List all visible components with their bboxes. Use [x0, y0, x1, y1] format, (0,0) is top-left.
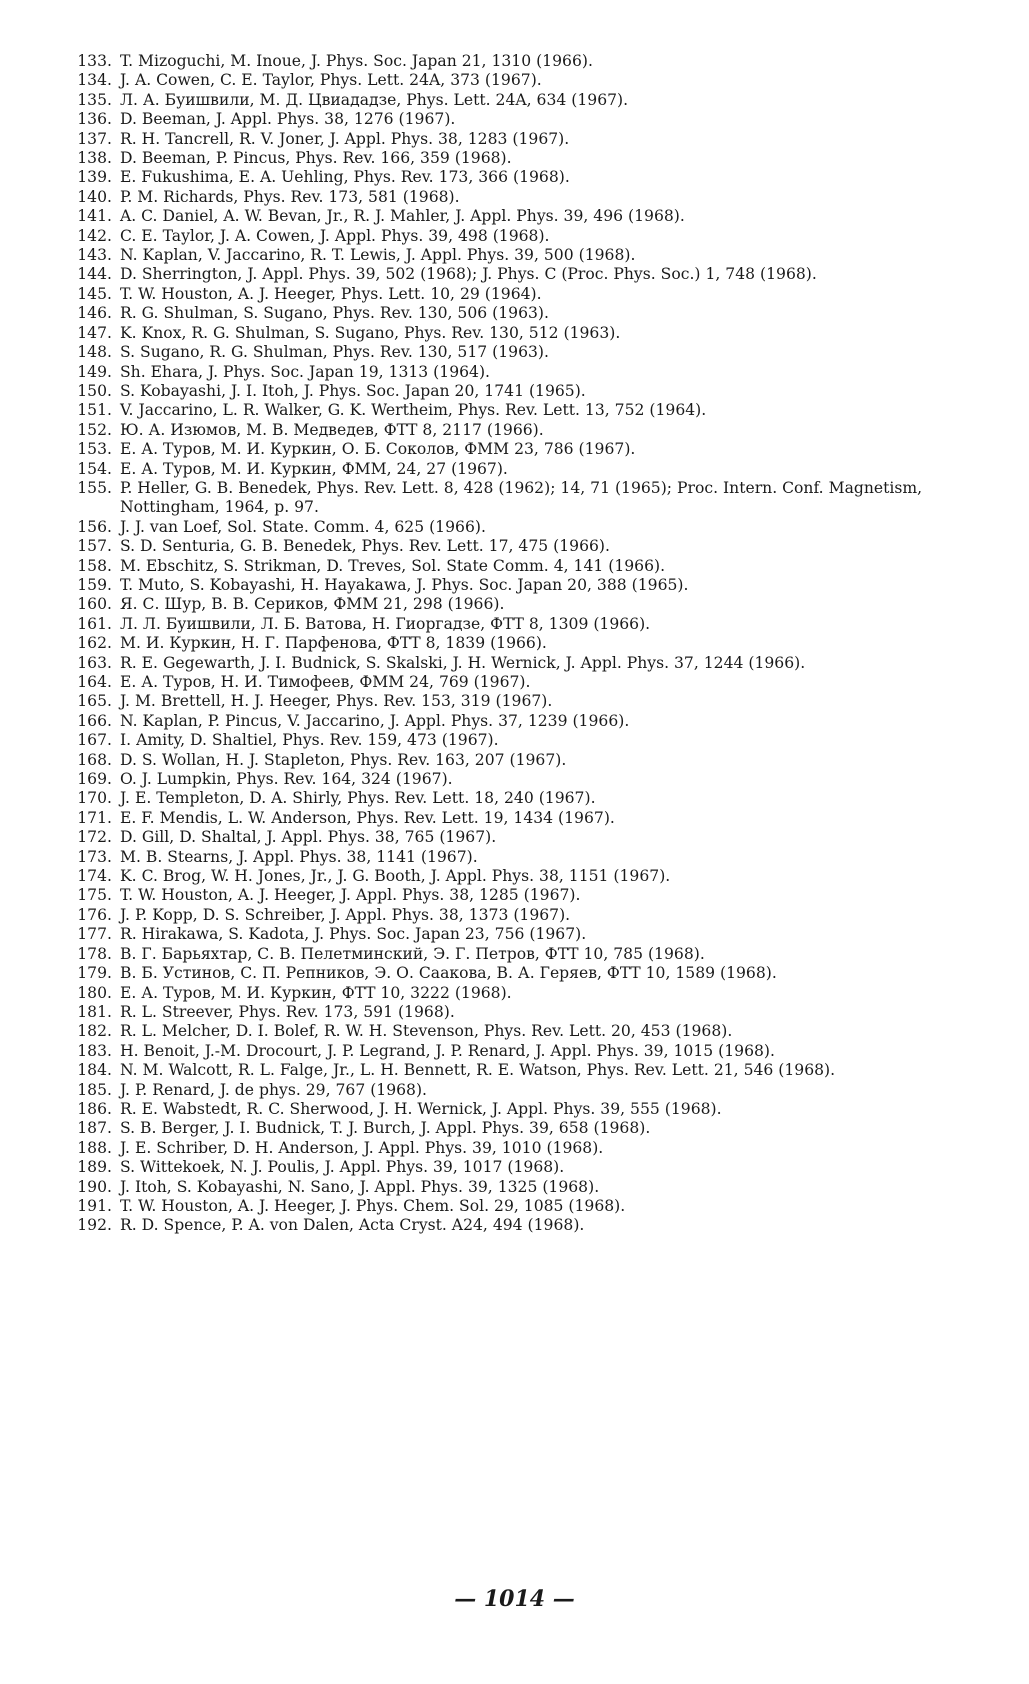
reference-entry — [60, 984, 969, 1003]
reference-number: 133. — [77, 52, 112, 70]
reference-text: M. B. Stearns, J. Appl. Phys. 38, 1141 (1967). — [120, 847, 478, 866]
reference-entry — [60, 479, 969, 518]
reference-entry — [60, 401, 969, 420]
reference-text: C. E. Taylor, J. A. Cowen, J. Appl. Phys. 39, 498 (1968). — [120, 226, 550, 245]
reference-number: 136. — [77, 110, 112, 129]
reference-entry — [60, 964, 969, 983]
reference-entry — [60, 207, 969, 226]
reference-number: 182. — [77, 1022, 112, 1041]
reference-text: O. J. Lumpkin, Phys. Rev. 164, 324 (1967). — [120, 770, 453, 789]
reference-entry — [60, 537, 969, 556]
reference-number: 178. — [77, 944, 112, 963]
reference-entry — [60, 1081, 969, 1100]
reference-number: 144. — [77, 265, 112, 284]
reference-number: 149. — [77, 362, 112, 381]
reference-entry — [60, 188, 969, 207]
reference-text: P. Heller, G. B. Benedek, Phys. Rev. Lett. 8, 428 (1962); 14, 71 (1965); Proc. Intern. Conf. Magnetism, Nottingham, 1964, p. 97. — [120, 478, 923, 517]
reference-text: Е. А. Туров, М. И. Куркин, О. Б. Соколов, ФММ 23, 786 (1967). — [120, 440, 636, 459]
reference-text: S. Kobayashi, J. I. Itoh, J. Phys. Soc. Japan 20, 1741 (1965). — [120, 381, 586, 400]
reference-number: 139. — [77, 168, 112, 187]
reference-number: 148. — [77, 343, 112, 362]
reference-entry — [60, 168, 969, 187]
reference-entry — [60, 692, 969, 711]
reference-number: 168. — [77, 750, 112, 769]
reference-number: 177. — [77, 925, 112, 944]
reference-text: D. Beeman, P. Pincus, Phys. Rev. 166, 359 (1968). — [120, 149, 512, 168]
reference-text: D. S. Wollan, H. J. Stapleton, Phys. Rev. 163, 207 (1967). — [120, 750, 567, 769]
reference-entry — [60, 654, 969, 673]
reference-entry — [60, 1100, 969, 1119]
reference-text: N. Kaplan, P. Pincus, V. Jaccarino, J. Appl. Phys. 37, 1239 (1966). — [120, 711, 630, 730]
reference-text: S. B. Berger, J. I. Budnick, T. J. Burch, J. Appl. Phys. 39, 658 (1968). — [120, 1119, 651, 1138]
reference-entry — [60, 110, 969, 129]
reference-number: 167. — [77, 731, 112, 750]
reference-number: 164. — [77, 673, 112, 691]
reference-number: 186. — [77, 1099, 112, 1118]
reference-entry — [60, 1022, 969, 1041]
reference-entry — [60, 52, 969, 71]
page-number: — 1014 — — [454, 1586, 575, 1612]
reference-number: 161. — [77, 614, 112, 633]
reference-text: J. Itoh, S. Kobayashi, N. Sano, J. Appl. Phys. 39, 1325 (1968). — [120, 1177, 600, 1196]
reference-text: H. Benoit, J.-M. Drocourt, J. P. Legrand, J. P. Renard, J. Appl. Phys. 39, 1015 (1968). — [120, 1041, 775, 1060]
reference-entry — [60, 1119, 969, 1138]
reference-number: 141. — [77, 207, 112, 226]
reference-number: 159. — [77, 575, 112, 594]
reference-text: Е. А. Туров, М. И. Куркин, ФММ, 24, 27 (1967). — [120, 459, 508, 478]
reference-text: В. Б. Устинов, С. П. Репников, Э. О. Саакова, В. А. Геряев, ФТТ 10, 1589 (1968). — [120, 964, 777, 983]
reference-entry — [60, 576, 969, 595]
reference-text: T. W. Houston, A. J. Heeger, J. Phys. Chem. Sol. 29, 1085 (1968). — [120, 1196, 626, 1215]
reference-number: 143. — [77, 246, 112, 265]
reference-number: 189. — [77, 1158, 112, 1177]
reference-text: R. L. Streever, Phys. Rev. 173, 591 (1968). — [120, 1002, 455, 1021]
reference-text: A. C. Daniel, A. W. Bevan, Jr., R. J. Mahler, J. Appl. Phys. 39, 496 (1968). — [120, 207, 685, 226]
reference-number: 188. — [77, 1138, 112, 1157]
reference-text: S. D. Senturia, G. B. Benedek, Phys. Rev. Lett. 17, 475 (1966). — [120, 537, 610, 556]
reference-entry — [60, 615, 969, 634]
reference-text: Е. А. Туров, Н. И. Тимофеев, ФММ 24, 769 (1967). — [120, 673, 531, 691]
reference-entry — [60, 1061, 969, 1080]
reference-number: 153. — [77, 440, 112, 459]
reference-text: Е. А. Туров, М. И. Куркин, ФТТ 10, 3222 (1968). — [120, 983, 512, 1002]
reference-text: E. Fukushima, E. A. Uehling, Phys. Rev. 173, 366 (1968). — [120, 168, 570, 187]
reference-text: T. Mizoguchi, M. Inoue, J. Phys. Soc. Japan 21, 1310 (1966). — [120, 52, 593, 70]
reference-text: T. Muto, S. Kobayashi, H. Hayakawa, J. Phys. Soc. Japan 20, 388 (1965). — [120, 575, 689, 594]
reference-number: 183. — [77, 1041, 112, 1060]
reference-entry — [60, 227, 969, 246]
reference-number: 137. — [77, 129, 112, 148]
reference-text: R. Hirakawa, S. Kadota, J. Phys. Soc. Japan 23, 756 (1967). — [120, 925, 587, 944]
reference-entry — [60, 421, 969, 440]
reference-number: 155. — [77, 478, 112, 497]
reference-entry — [60, 149, 969, 168]
reference-text: Я. С. Шур, В. В. Сериков, ФММ 21, 298 (1966). — [120, 595, 505, 614]
reference-text: M. Ebschitz, S. Strikman, D. Treves, Sol. State Comm. 4, 141 (1966). — [120, 556, 666, 575]
reference-number: 150. — [77, 381, 112, 400]
reference-entry — [60, 382, 969, 401]
reference-text: N. Kaplan, V. Jaccarino, R. T. Lewis, J. Appl. Phys. 39, 500 (1968). — [120, 246, 636, 265]
reference-number: 147. — [77, 323, 112, 342]
reference-entry — [60, 1216, 969, 1235]
reference-number: 181. — [77, 1002, 112, 1021]
reference-text: J. A. Cowen, C. E. Taylor, Phys. Lett. 24A, 373 (1967). — [120, 71, 542, 90]
reference-number: 169. — [77, 770, 112, 789]
reference-entry — [60, 789, 969, 808]
reference-number: 185. — [77, 1080, 112, 1099]
reference-entry — [60, 945, 969, 964]
reference-entry — [60, 1042, 969, 1061]
reference-entry — [60, 712, 969, 731]
reference-entry — [60, 1003, 969, 1022]
reference-number: 145. — [77, 284, 112, 303]
reference-text: М. И. Куркин, Н. Г. Парфенова, ФТТ 8, 1839 (1966). — [120, 634, 547, 653]
reference-text: R. E. Gegewarth, J. I. Budnick, S. Skalski, J. H. Wernick, J. Appl. Phys. 37, 1244 (1966). — [120, 653, 806, 672]
reference-number: 134. — [77, 71, 112, 90]
reference-number: 157. — [77, 537, 112, 556]
reference-entry — [60, 557, 969, 576]
reference-number: 171. — [77, 808, 112, 827]
reference-entry — [60, 265, 969, 284]
reference-number: 160. — [77, 595, 112, 614]
reference-number: 146. — [77, 304, 112, 323]
reference-entry — [60, 1197, 969, 1216]
reference-text: J. P. Renard, J. de phys. 29, 767 (1968). — [120, 1080, 428, 1099]
reference-number: 154. — [77, 459, 112, 478]
reference-number: 187. — [77, 1119, 112, 1138]
reference-number: 192. — [77, 1216, 112, 1235]
reference-entry — [60, 304, 969, 323]
reference-number: 173. — [77, 847, 112, 866]
reference-entry — [60, 1139, 969, 1158]
reference-number: 158. — [77, 556, 112, 575]
reference-number: 151. — [77, 401, 112, 420]
reference-number: 165. — [77, 692, 112, 711]
reference-number: 135. — [77, 90, 112, 109]
reference-entry — [60, 343, 969, 362]
reference-text: S. Sugano, R. G. Shulman, Phys. Rev. 130, 517 (1963). — [120, 343, 549, 362]
reference-entry — [60, 886, 969, 905]
reference-text: R. L. Melcher, D. I. Bolef, R. W. H. Stevenson, Phys. Rev. Lett. 20, 453 (1968). — [120, 1022, 733, 1041]
reference-text: D. Beeman, J. Appl. Phys. 38, 1276 (1967). — [120, 110, 456, 129]
reference-number: 163. — [77, 653, 112, 672]
reference-entry — [60, 925, 969, 944]
reference-number: 142. — [77, 226, 112, 245]
reference-list — [60, 52, 969, 1236]
reference-text: J. M. Brettell, H. J. Heeger, Phys. Rev. 153, 319 (1967). — [120, 692, 553, 711]
reference-number: 175. — [77, 886, 112, 905]
reference-number: 190. — [77, 1177, 112, 1196]
reference-text: N. M. Walcott, R. L. Falge, Jr., L. H. Bennett, R. E. Watson, Phys. Rev. Lett. 21, 546 (1968). — [120, 1061, 836, 1080]
reference-number: 176. — [77, 905, 112, 924]
reference-number: 179. — [77, 964, 112, 983]
reference-entry — [60, 91, 969, 110]
reference-entry — [60, 460, 969, 479]
reference-entry — [60, 634, 969, 653]
reference-entry — [60, 751, 969, 770]
reference-number: 174. — [77, 867, 112, 886]
reference-entry — [60, 1158, 969, 1177]
reference-number: 156. — [77, 517, 112, 536]
reference-entry — [60, 828, 969, 847]
reference-text: K. C. Brog, W. H. Jones, Jr., J. G. Booth, J. Appl. Phys. 38, 1151 (1967). — [120, 867, 671, 886]
reference-text: I. Amity, D. Shaltiel, Phys. Rev. 159, 473 (1967). — [120, 731, 499, 750]
reference-entry — [60, 867, 969, 886]
reference-entry — [60, 246, 969, 265]
reference-text: P. M. Richards, Phys. Rev. 173, 581 (1968). — [120, 187, 460, 206]
reference-text: R. G. Shulman, S. Sugano, Phys. Rev. 130, 506 (1963). — [120, 304, 549, 323]
reference-text: R. H. Tancrell, R. V. Joner, J. Appl. Phys. 38, 1283 (1967). — [120, 129, 570, 148]
reference-entry — [60, 809, 969, 828]
reference-entry — [60, 518, 969, 537]
reference-number: 180. — [77, 983, 112, 1002]
reference-entry — [60, 848, 969, 867]
reference-number: 184. — [77, 1061, 112, 1080]
reference-number: 166. — [77, 711, 112, 730]
reference-text: J. E. Schriber, D. H. Anderson, J. Appl. Phys. 39, 1010 (1968). — [120, 1138, 604, 1157]
reference-entry — [60, 440, 969, 459]
reference-entry — [60, 731, 969, 750]
reference-text: В. Г. Барьяхтар, С. В. Пелетминский, Э. Г. Петров, ФТТ 10, 785 (1968). — [120, 944, 705, 963]
reference-entry — [60, 673, 969, 692]
reference-entry — [60, 906, 969, 925]
reference-text: Л. А. Буишвили, М. Д. Цвиададзе, Phys. Lett. 24A, 634 (1967). — [120, 90, 629, 109]
reference-text: Sh. Ehara, J. Phys. Soc. Japan 19, 1313 (1964). — [120, 362, 490, 381]
reference-text: D. Sherrington, J. Appl. Phys. 39, 502 (1968); J. Phys. C (Proc. Phys. Soc.) 1, 748 (1968). — [120, 265, 817, 284]
reference-text: R. D. Spence, P. A. von Dalen, Acta Cryst. A24, 494 (1968). — [120, 1216, 585, 1235]
reference-text: J. J. van Loef, Sol. State. Comm. 4, 625 (1966). — [120, 517, 486, 536]
reference-number: 138. — [77, 149, 112, 168]
reference-text: J. P. Kopp, D. S. Schreiber, J. Appl. Phys. 38, 1373 (1967). — [120, 905, 571, 924]
reference-text: R. E. Wabstedt, R. C. Sherwood, J. H. Wernick, J. Appl. Phys. 39, 555 (1968). — [120, 1099, 722, 1118]
reference-text: D. Gill, D. Shaltal, J. Appl. Phys. 38, 765 (1967). — [120, 828, 497, 847]
reference-entry — [60, 770, 969, 789]
reference-number: 170. — [77, 789, 112, 808]
reference-text: V. Jaccarino, L. R. Walker, G. K. Wertheim, Phys. Rev. Lett. 13, 752 (1964). — [120, 401, 707, 420]
reference-number: 172. — [77, 828, 112, 847]
reference-text: E. F. Mendis, L. W. Anderson, Phys. Rev. Lett. 19, 1434 (1967). — [120, 808, 615, 827]
reference-entry — [60, 1178, 969, 1197]
reference-entry — [60, 130, 969, 149]
reference-text: Л. Л. Буишвили, Л. Б. Ватова, Н. Гиоргадзе, ФТТ 8, 1309 (1966). — [120, 614, 651, 633]
reference-number: 152. — [77, 420, 112, 439]
reference-entry — [60, 285, 969, 304]
reference-number: 162. — [77, 634, 112, 653]
reference-text: K. Knox, R. G. Shulman, S. Sugano, Phys. Rev. 130, 512 (1963). — [120, 323, 621, 342]
reference-text: S. Wittekoek, N. J. Poulis, J. Appl. Phys. 39, 1017 (1968). — [120, 1158, 565, 1177]
reference-text: T. W. Houston, A. J. Heeger, Phys. Lett. 10, 29 (1964). — [120, 284, 542, 303]
reference-number: 191. — [77, 1196, 112, 1215]
reference-entry — [60, 71, 969, 90]
reference-text: Ю. А. Изюмов, М. В. Медведев, ФТТ 8, 2117 (1966). — [120, 420, 544, 439]
reference-entry — [60, 595, 969, 614]
reference-text: J. E. Templeton, D. A. Shirly, Phys. Rev. Lett. 18, 240 (1967). — [120, 789, 596, 808]
reference-entry — [60, 324, 969, 343]
reference-entry — [60, 363, 969, 382]
reference-number: 140. — [77, 187, 112, 206]
reference-text: T. W. Houston, A. J. Heeger, J. Appl. Phys. 38, 1285 (1967). — [120, 886, 581, 905]
